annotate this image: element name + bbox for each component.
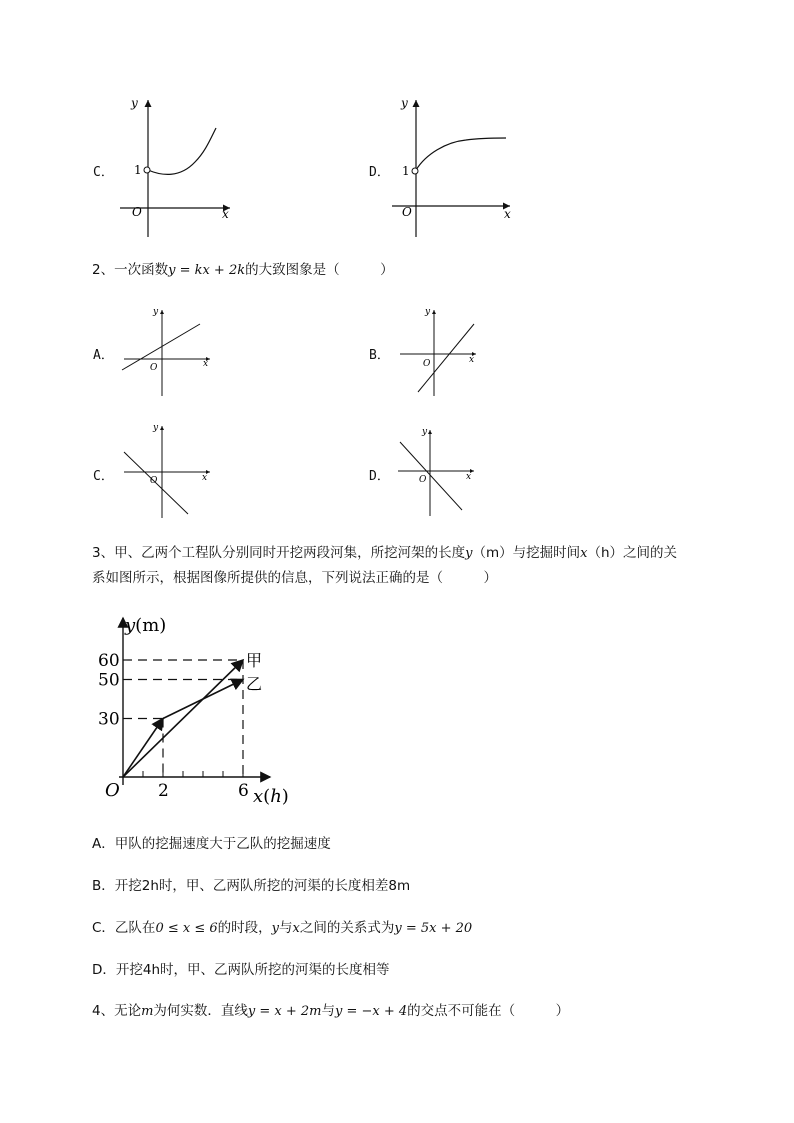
q4-m: m <box>141 1004 154 1019</box>
y-tick-label-50: 50 <box>98 670 120 691</box>
question-2 <box>92 260 394 281</box>
q3-line1-c: （h）之间的关 <box>587 545 678 561</box>
y-tick-labels <box>98 651 120 730</box>
q3-choice-a: A．甲队的挖掘速度大于乙队的挖掘速度 <box>92 836 331 852</box>
c-mid3: 之间的关系式为 <box>299 920 395 936</box>
c-range: 0 ≤ x ≤ 6 <box>155 921 218 936</box>
c-mid2: 与 <box>279 920 293 936</box>
q2-option-a-label: A． <box>93 348 114 363</box>
q3-line1-b: （m）与挖掘时间 <box>472 545 581 561</box>
one-label: 1 <box>134 163 142 177</box>
c-mid1: 的时段， <box>217 920 272 936</box>
origin-label: O <box>150 363 158 373</box>
series-label-yi: 乙 <box>246 674 263 694</box>
x-label: x <box>504 207 511 221</box>
q4-line1: y = x + 2m <box>247 1004 322 1019</box>
origin-label: O <box>105 780 120 801</box>
y-label: y <box>153 307 159 317</box>
q1-option-c-label: C． <box>93 165 114 180</box>
one-label: 1 <box>402 164 410 178</box>
q4-suffix: 的交点不可能在（ ） <box>407 1003 570 1019</box>
q4-mid1: 为何实数．直线 <box>153 1003 248 1019</box>
c-formula: y = 5x + 20 <box>394 921 473 936</box>
y-label: y <box>131 96 138 110</box>
origin-label: O <box>419 475 427 485</box>
x-label: x <box>469 355 475 365</box>
q3-line1-x: x <box>580 546 588 561</box>
q2-option-d-label: D． <box>369 469 390 484</box>
x-label: x <box>202 473 208 483</box>
x-tick-label-6: 6 <box>238 781 249 801</box>
origin-label: O <box>402 205 412 219</box>
open-point <box>144 167 150 173</box>
graph-line <box>122 324 200 370</box>
curve <box>148 128 216 174</box>
x-label: x <box>222 207 229 221</box>
q1-graph-d <box>386 92 516 242</box>
x-minor-ticks <box>143 771 243 777</box>
graph-line <box>400 442 462 510</box>
q2-graph-b <box>396 304 486 399</box>
q2-option-c-label: C． <box>93 469 114 484</box>
y-label: y <box>153 423 159 433</box>
q4-line2: y = −x + 4 <box>335 1004 408 1019</box>
q4-prefix: 4、无论 <box>92 1003 142 1019</box>
y-label: y <box>401 96 408 110</box>
y-tick-label-30: 30 <box>98 709 120 730</box>
y-axis-label: y(m) <box>125 615 167 636</box>
q2-option-b-label: B． <box>369 348 390 363</box>
c-x: x <box>292 921 300 936</box>
q2-formula: y = kx + 2k <box>168 263 246 278</box>
q2-graph-c <box>118 420 218 520</box>
origin-label: O <box>150 476 158 486</box>
question-3-line-1 <box>92 543 677 564</box>
q3-line1-a: 3、甲、乙两个工程队分别同时开挖两段河集，所挖河架的长度 <box>92 545 466 561</box>
q3-choice-c <box>92 918 472 939</box>
q1-graph-c <box>110 92 240 242</box>
q2-graph-d <box>394 424 484 519</box>
x-label: x <box>203 359 209 369</box>
q3-choice-b: B．开挖2h时，甲、乙两队所挖的河渠的长度相差8m <box>92 878 411 894</box>
x-tick-labels <box>158 781 249 801</box>
q3-choice-d: D．开挖4h时，甲、乙两队所挖的河渠的长度相等 <box>92 962 390 978</box>
q2-prefix: 2、一次函数 <box>92 262 169 278</box>
y-label: y <box>422 427 428 437</box>
q3-line1-y: y <box>465 546 473 561</box>
x-label: x <box>466 472 472 482</box>
curve <box>416 138 506 170</box>
question-4 <box>92 1001 569 1022</box>
q4-mid2: 与 <box>321 1003 336 1019</box>
graph-line <box>418 324 474 392</box>
y-label: y <box>425 307 431 317</box>
series-label-jia: 甲 <box>246 651 263 670</box>
x-axis-label: x(h) <box>253 786 289 807</box>
c-prefix: C．乙队在 <box>92 920 156 936</box>
open-point <box>412 168 418 174</box>
series-乙-segment-1 <box>163 680 243 719</box>
origin-label: O <box>423 359 431 369</box>
y-tick-label-60: 60 <box>98 651 120 671</box>
q1-option-d-label: D． <box>369 165 390 180</box>
c-y: y <box>271 921 279 936</box>
series-乙-segment-0 <box>123 719 163 778</box>
origin-label: O <box>132 205 142 219</box>
question-3-line-2: 系如图所示，根据图像所提供的信息，下列说法正确的是（ ） <box>92 570 497 586</box>
q3-line-chart <box>90 612 305 807</box>
q2-suffix: 的大致图象是（ ） <box>245 262 394 278</box>
q2-graph-a <box>118 304 218 399</box>
x-tick-label-2: 2 <box>158 781 169 801</box>
